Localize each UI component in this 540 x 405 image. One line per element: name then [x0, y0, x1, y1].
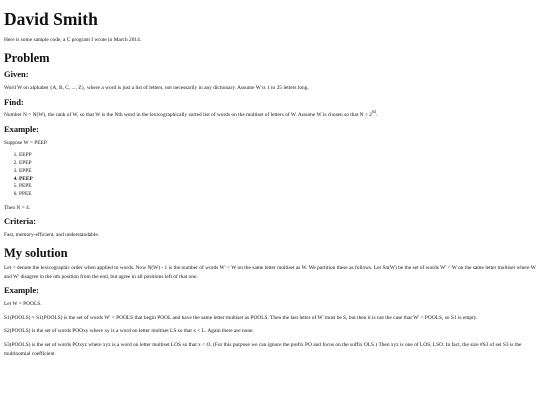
s2-paragraph: S2(POOLS) is the set of words POOxy where xy is a word on letter multiset LS so that x < L. Again there are none.: [4, 328, 254, 335]
solution-heading: My solution: [4, 245, 68, 260]
problem-heading: Problem: [4, 50, 50, 65]
list-item: 2. EPEP: [19, 160, 536, 168]
find-text: [4, 111, 536, 120]
solution-example-heading: Example:: [4, 285, 39, 296]
solution-example-intro: Let W = POOLS.: [4, 300, 42, 307]
s3-paragraph: S3(POOLS) is the set of words POxyz where xyz is a word on letter multiset LOS so that x < O. (For this purpose we can ignore the prefix PO and focus on the suffix OLS.) Then xyz is one of LOS, LSO. In fact, the size #S3 of set S3 is the multinomial coefficient: [4, 341, 522, 357]
example-heading: Example:: [4, 124, 39, 135]
example-result: Then N = 4.: [4, 204, 31, 211]
example-list: [4, 152, 536, 198]
find-text-end: .: [376, 112, 378, 119]
find-text-body: Number N = N(W), the rank of W, so that W is the Nth word in the lexicographically sorted list of words on the multiset of letters of W. Assume W is chosen so that N < 2: [4, 112, 372, 119]
list-item-highlighted: 4. PEEP: [19, 176, 536, 184]
criteria-heading: Criteria:: [4, 216, 37, 227]
example-intro: Suppose W = PEEP.: [4, 139, 48, 146]
page-title: David Smith: [4, 9, 98, 29]
given-heading: Given:: [4, 69, 29, 80]
find-exponent: 64: [372, 109, 377, 115]
criteria-text: Fast, memory-efficient, and understandable.: [4, 231, 100, 238]
given-text: Word W on alphabet {A, B, C, ..., Z}, where a word is just a list of letters, not necessarily in any dictionary. Assume W is 1 to 25 letters long.: [4, 85, 309, 92]
list-item: 6. PPEE: [19, 191, 536, 199]
find-heading: Find:: [4, 96, 24, 107]
list-item: 1. EEPP: [19, 152, 536, 160]
list-item: 5. PEPE: [19, 183, 536, 191]
s1-paragraph: S1(POOLS) = S1(POOLS) is the set of words W' < POOLS that begin POOL and have the same letter multiset as POOLS. Then the last letter of W' must be S, but then it is not the case that W' < POOLS, so S1 is empty.: [4, 314, 478, 321]
intro-text: Here is some sample code, a C program I wrote in March 2014.: [4, 37, 142, 44]
list-item: 3. EPPE: [19, 168, 536, 176]
solution-paragraph: Let < denote the lexicographic order when applied to words. Now N(W) - 1 is the number of words W' < W on the same letter multiset as W. We partition these as follows. Let Sn(W) be the set of words W' < W on the same letter multiset where W and W' disagree in the nth position from the end, but agree in all positions left of that one.: [4, 264, 536, 280]
